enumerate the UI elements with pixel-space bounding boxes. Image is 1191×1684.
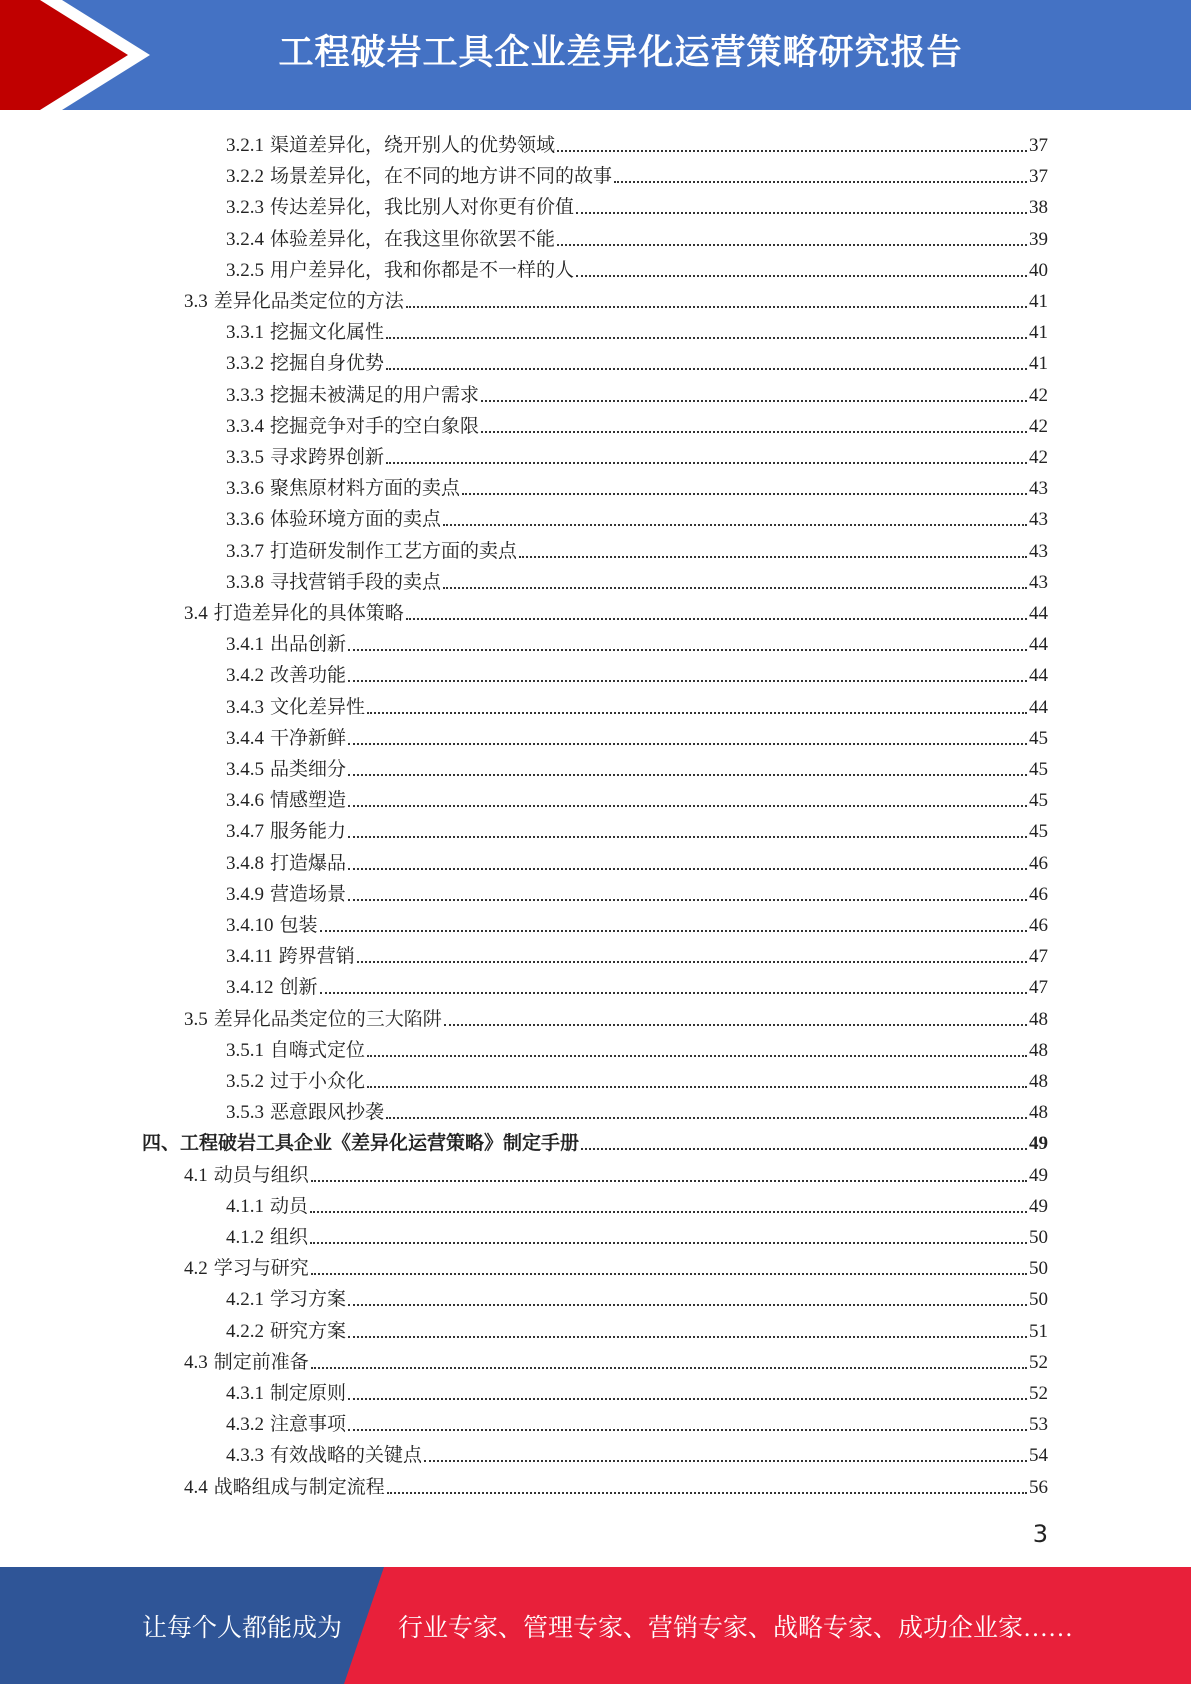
toc-entry-page: 42 — [1029, 384, 1048, 406]
toc-entry-number: 3.4 — [184, 603, 208, 624]
toc-leader-dots — [443, 586, 1027, 589]
toc-leader-dots — [348, 742, 1027, 745]
toc-entry[interactable] — [226, 938, 1048, 969]
toc-entry-number: 3.4.6 — [226, 790, 264, 812]
toc-entry-title: 传达差异化，我比别人对你更有价值 — [270, 197, 575, 219]
toc-entry[interactable] — [226, 314, 1048, 345]
toc-entry-number: 3.4.12 — [226, 977, 274, 999]
toc-entry[interactable] — [226, 1406, 1048, 1437]
toc-entry-number: 3.4.7 — [226, 821, 264, 843]
toc-entry[interactable] — [184, 1344, 1048, 1375]
toc-entry-number: 4.2.2 — [226, 1320, 264, 1342]
toc-entry-page: 45 — [1029, 790, 1048, 812]
toc-entry-number: 3.4.5 — [226, 759, 264, 780]
toc-leader-dots — [348, 835, 1027, 838]
toc-entry-title: 打造研发制作工艺方面的卖点 — [270, 540, 518, 562]
toc-leader-dots — [348, 804, 1027, 807]
page-header — [0, 0, 1191, 110]
toc-entry-title: 动员 — [270, 1195, 309, 1217]
toc-entry-title: 出品创新 — [270, 634, 347, 656]
toc-entry-page: 42 — [1029, 415, 1048, 437]
toc-entry-number: 3.5.3 — [226, 1102, 264, 1124]
page-footer — [0, 1567, 1191, 1684]
toc-entry-page: 50 — [1029, 1258, 1048, 1280]
toc-entry-page: 46 — [1029, 852, 1048, 874]
toc-entry[interactable] — [184, 1001, 1048, 1032]
toc-entry-title: 组织 — [270, 1227, 309, 1248]
toc-entry-number: 3.3.6 — [226, 478, 264, 500]
toc-entry[interactable] — [226, 470, 1048, 501]
toc-entry[interactable] — [226, 252, 1048, 283]
toc-entry[interactable] — [142, 1125, 1048, 1156]
toc-entry-number: 3.4.10 — [226, 915, 274, 936]
toc-entry[interactable] — [226, 439, 1048, 470]
toc-entry-number: 3.4.1 — [226, 634, 264, 656]
toc-entry[interactable] — [226, 1188, 1048, 1219]
toc-entry-number: 4.1.1 — [226, 1195, 264, 1217]
toc-entry-page: 39 — [1029, 228, 1048, 250]
toc-entry-page: 43 — [1029, 478, 1048, 500]
toc-entry-title: 学习方案 — [270, 1289, 347, 1311]
toc-entry-number: 3.3.1 — [226, 322, 264, 344]
toc-leader-dots — [311, 1366, 1027, 1369]
toc-leader-dots — [348, 1428, 1027, 1431]
toc-entry-title: 自嗨式定位 — [270, 1039, 366, 1061]
toc-entry-page: 54 — [1029, 1445, 1048, 1467]
toc-entry-title: 恶意跟风抄袭 — [270, 1102, 385, 1124]
toc-entry-page: 52 — [1029, 1351, 1048, 1373]
toc-entry-title: 挖掘未被满足的用户需求 — [270, 384, 480, 406]
toc-entry-title: 打造差异化的具体策略 — [213, 603, 404, 624]
toc-leader-dots — [357, 960, 1027, 963]
toc-entry-number: 4.3.2 — [226, 1414, 264, 1436]
toc-entry-title: 打造爆品 — [270, 852, 347, 874]
toc-entry[interactable] — [226, 189, 1048, 220]
toc-entry-title: 创新 — [279, 977, 318, 999]
toc-entry[interactable] — [226, 158, 1048, 189]
toc-entry[interactable] — [226, 345, 1048, 376]
toc-entry-number: 3.2.5 — [226, 259, 264, 281]
toc-leader-dots — [320, 991, 1027, 994]
toc-entry-number: 3.2.3 — [226, 197, 264, 219]
toc-entry[interactable] — [226, 1313, 1048, 1344]
toc-leader-dots — [386, 367, 1027, 370]
toc-leader-dots — [443, 523, 1027, 526]
toc-entry-number: 3.3.3 — [226, 384, 264, 406]
toc-entry-title: 研究方案 — [270, 1320, 347, 1342]
toc-leader-dots — [462, 492, 1027, 495]
toc-leader-dots — [614, 180, 1027, 183]
toc-entry[interactable] — [226, 751, 1048, 782]
toc-entry-number: 4.3 — [184, 1351, 208, 1373]
toc-leader-dots — [519, 555, 1027, 558]
toc-leader-dots — [320, 929, 1027, 932]
toc-entry-title: 用户差异化，我和你都是不一样的人 — [270, 259, 575, 281]
toc-entry[interactable] — [226, 1437, 1048, 1468]
toc-entry-page: 47 — [1029, 946, 1048, 968]
toc-entry-title: 品类细分 — [270, 759, 347, 780]
toc-entry-page: 56 — [1029, 1476, 1048, 1498]
toc-entry[interactable] — [184, 595, 1048, 626]
toc-entry-title: 制定原则 — [270, 1383, 347, 1404]
toc-entry-page: 44 — [1029, 696, 1048, 718]
toc-entry-page: 51 — [1029, 1320, 1048, 1342]
toc-entry-title: 包装 — [279, 915, 318, 936]
toc-entry[interactable] — [226, 1375, 1048, 1406]
toc-entry-page: 46 — [1029, 915, 1048, 936]
toc-entry-title: 寻找营销手段的卖点 — [270, 571, 442, 593]
toc-leader-dots — [581, 1147, 1027, 1150]
toc-entry-title: 差异化品类定位的三大陷阱 — [213, 1008, 442, 1030]
toc-leader-dots — [348, 1335, 1027, 1338]
toc-entry-title: 挖掘竞争对手的空白象限 — [270, 415, 480, 437]
toc-entry-page: 43 — [1029, 571, 1048, 593]
toc-entry[interactable] — [226, 876, 1048, 907]
toc-entry-page: 48 — [1029, 1102, 1048, 1124]
toc-leader-dots — [386, 336, 1027, 339]
toc-entry-title: 场景差异化，在不同的地方讲不同的故事 — [270, 166, 613, 188]
toc-entry-number: 4.4 — [184, 1476, 208, 1498]
toc-leader-dots — [386, 1116, 1027, 1119]
toc-leader-dots — [367, 711, 1027, 714]
toc-leader-dots — [311, 1179, 1027, 1182]
toc-entry[interactable] — [184, 1250, 1048, 1281]
toc-entry-number: 3.3 — [184, 291, 208, 312]
toc-entry-title: 体验环境方面的卖点 — [270, 509, 442, 531]
toc-leader-dots — [406, 305, 1027, 308]
toc-entry-number: 3.3.7 — [226, 540, 264, 562]
toc-leader-dots — [576, 274, 1027, 277]
toc-leader-dots — [348, 867, 1027, 870]
toc-entry-title: 过于小众化 — [270, 1071, 366, 1092]
toc-entry-page: 40 — [1029, 259, 1048, 281]
toc-entry-title: 跨界营销 — [278, 946, 355, 968]
toc-entry-title: 挖掘自身优势 — [270, 353, 385, 375]
toc-entry-number: 4.2 — [184, 1258, 208, 1280]
toc-entry[interactable] — [226, 907, 1048, 938]
toc-entry-page: 44 — [1029, 665, 1048, 687]
toc-entry-number: 4.1 — [184, 1164, 208, 1186]
toc-entry-page: 50 — [1029, 1227, 1048, 1248]
toc-entry-page: 53 — [1029, 1414, 1048, 1436]
toc-entry-number: 3.5 — [184, 1008, 208, 1030]
toc-leader-dots — [310, 1210, 1027, 1213]
toc-entry-page: 38 — [1029, 197, 1048, 219]
toc-entry-page: 44 — [1029, 603, 1048, 624]
toc-entry[interactable] — [184, 1157, 1048, 1188]
toc-entry[interactable] — [226, 626, 1048, 657]
toc-entry-page: 47 — [1029, 977, 1048, 999]
toc-entry-page: 42 — [1029, 447, 1048, 468]
toc-entry-page: 37 — [1029, 166, 1048, 188]
toc-entry-number: 4.3.3 — [226, 1445, 264, 1467]
toc-entry-title: 差异化品类定位的方法 — [213, 291, 404, 312]
toc-entry-title: 动员与组织 — [213, 1164, 309, 1186]
toc-entry[interactable] — [226, 1281, 1048, 1312]
toc-entry-title: 工程破岩工具企业《差异化运营策略》制定手册 — [180, 1133, 580, 1155]
toc-leader-dots — [348, 1397, 1027, 1400]
toc-entry-number: 3.4.9 — [226, 883, 264, 905]
toc-entry-page: 45 — [1029, 727, 1048, 749]
toc-leader-dots — [311, 1272, 1027, 1275]
toc-entry[interactable] — [226, 533, 1048, 564]
toc-entry[interactable] — [226, 221, 1048, 252]
toc-leader-dots — [386, 461, 1027, 464]
toc-leader-dots — [348, 1303, 1027, 1306]
toc-entry-page: 37 — [1029, 135, 1048, 156]
toc-entry-page: 45 — [1029, 821, 1048, 843]
toc-entry-number: 4.3.1 — [226, 1383, 264, 1404]
toc-entry-page: 49 — [1029, 1133, 1048, 1155]
toc-leader-dots — [557, 243, 1027, 246]
toc-entry-number: 3.4.8 — [226, 852, 264, 874]
footer-slogan-right: 行业专家、管理专家、营销专家、战略专家、成功企业家…… — [398, 1615, 1074, 1642]
toc-entry[interactable] — [226, 377, 1048, 408]
toc-leader-dots — [444, 1023, 1027, 1026]
toc-entry-title: 战略组成与制定流程 — [213, 1476, 385, 1498]
toc-entry-number: 3.5.2 — [226, 1071, 264, 1092]
toc-entry[interactable] — [226, 845, 1048, 876]
toc-entry[interactable] — [226, 782, 1048, 813]
toc-entry[interactable] — [226, 1032, 1048, 1063]
toc-entry-page: 43 — [1029, 509, 1048, 531]
toc-entry[interactable] — [184, 1469, 1048, 1500]
toc-leader-dots — [367, 1085, 1027, 1088]
toc-entry[interactable] — [226, 408, 1048, 439]
toc-entry-number: 3.2.1 — [226, 135, 264, 156]
toc-entry[interactable] — [226, 1219, 1048, 1250]
toc-entry-page: 46 — [1029, 883, 1048, 905]
report-title: 工程破岩工具企业差异化运营策略研究报告 — [278, 33, 963, 73]
toc-entry[interactable] — [226, 501, 1048, 532]
toc-entry-number: 3.4.2 — [226, 665, 264, 687]
toc-entry-number: 3.3.5 — [226, 447, 264, 468]
toc-leader-dots — [557, 149, 1027, 152]
toc-entry[interactable] — [226, 564, 1048, 595]
toc-entry-number: 4.2.1 — [226, 1289, 264, 1311]
toc-leader-dots — [481, 399, 1027, 402]
toc-entry-page: 44 — [1029, 634, 1048, 656]
toc-entry-title: 寻求跨界创新 — [270, 447, 385, 468]
toc-entry-number: 3.4.11 — [226, 946, 273, 968]
toc-entry-title: 干净新鲜 — [270, 727, 347, 749]
toc-entry-title: 文化差异性 — [270, 696, 366, 718]
toc-entry-page: 41 — [1029, 322, 1048, 344]
toc-entry[interactable] — [226, 813, 1048, 844]
toc-entry-page: 48 — [1029, 1039, 1048, 1061]
toc-leader-dots — [387, 1491, 1027, 1494]
toc-entry-number: 3.2.4 — [226, 228, 264, 250]
toc-entry-page: 52 — [1029, 1383, 1048, 1404]
toc-entry-title: 体验差异化，在我这里你欲罢不能 — [270, 228, 556, 250]
toc-entry-number: 3.3.2 — [226, 353, 264, 375]
toc-entry-page: 50 — [1029, 1289, 1048, 1311]
toc-entry[interactable] — [226, 689, 1048, 720]
toc-leader-dots — [481, 430, 1027, 433]
toc-entry-page: 48 — [1029, 1071, 1048, 1092]
toc-entry-page: 41 — [1029, 291, 1048, 312]
toc-entry-page: 41 — [1029, 353, 1048, 375]
toc-entry[interactable] — [184, 283, 1048, 314]
toc-entry-number: 3.5.1 — [226, 1039, 264, 1061]
toc-entry-title: 情感塑造 — [270, 790, 347, 812]
toc-entry-title: 挖掘文化属性 — [270, 322, 385, 344]
toc-leader-dots — [310, 1241, 1027, 1244]
toc-entry-title: 有效战略的关键点 — [270, 1445, 423, 1467]
toc-leader-dots — [367, 1054, 1027, 1057]
toc-leader-dots — [348, 679, 1027, 682]
toc-entry[interactable] — [226, 657, 1048, 688]
toc-entry-page: 48 — [1029, 1008, 1048, 1030]
toc-entry-number: 四、 — [142, 1133, 181, 1155]
toc-entry-number: 3.3.4 — [226, 415, 264, 437]
toc-entry-number: 3.3.8 — [226, 571, 264, 593]
toc-leader-dots — [576, 211, 1027, 214]
toc-leader-dots — [348, 898, 1027, 901]
toc-entry-number: 3.2.2 — [226, 166, 264, 188]
footer-slogan-left: 让每个人都能成为 — [142, 1615, 343, 1642]
toc-entry-page: 43 — [1029, 540, 1048, 562]
toc-leader-dots — [406, 617, 1027, 620]
toc-entry-title: 注意事项 — [270, 1414, 347, 1436]
toc-entry[interactable] — [226, 1063, 1048, 1094]
toc-entry-page: 49 — [1029, 1195, 1048, 1217]
toc-entry-number: 3.4.4 — [226, 727, 264, 749]
toc-leader-dots — [348, 773, 1027, 776]
toc-entry[interactable] — [226, 969, 1048, 1000]
toc-entry[interactable] — [226, 720, 1048, 751]
page-number: 3 — [1032, 1520, 1048, 1548]
toc-entry[interactable] — [226, 1094, 1048, 1125]
toc-leader-dots — [424, 1459, 1027, 1462]
toc-entry-title: 制定前准备 — [213, 1351, 309, 1373]
toc-entry-title: 改善功能 — [270, 665, 347, 687]
toc-entry-number: 4.1.2 — [226, 1227, 264, 1248]
toc-entry-title: 营造场景 — [270, 883, 347, 905]
toc-entry-title: 聚焦原材料方面的卖点 — [270, 478, 461, 500]
toc-entry-title: 渠道差异化，绕开别人的优势领域 — [270, 135, 556, 156]
toc-entry-page: 45 — [1029, 759, 1048, 780]
toc-entry-title: 学习与研究 — [213, 1258, 309, 1280]
toc-entry-number: 3.4.3 — [226, 696, 264, 718]
toc-leader-dots — [348, 648, 1027, 651]
toc-entry-title: 服务能力 — [270, 821, 347, 843]
toc-entry-page: 49 — [1029, 1164, 1048, 1186]
toc-entry[interactable] — [226, 127, 1048, 158]
toc-entry-number: 3.3.6 — [226, 509, 264, 531]
